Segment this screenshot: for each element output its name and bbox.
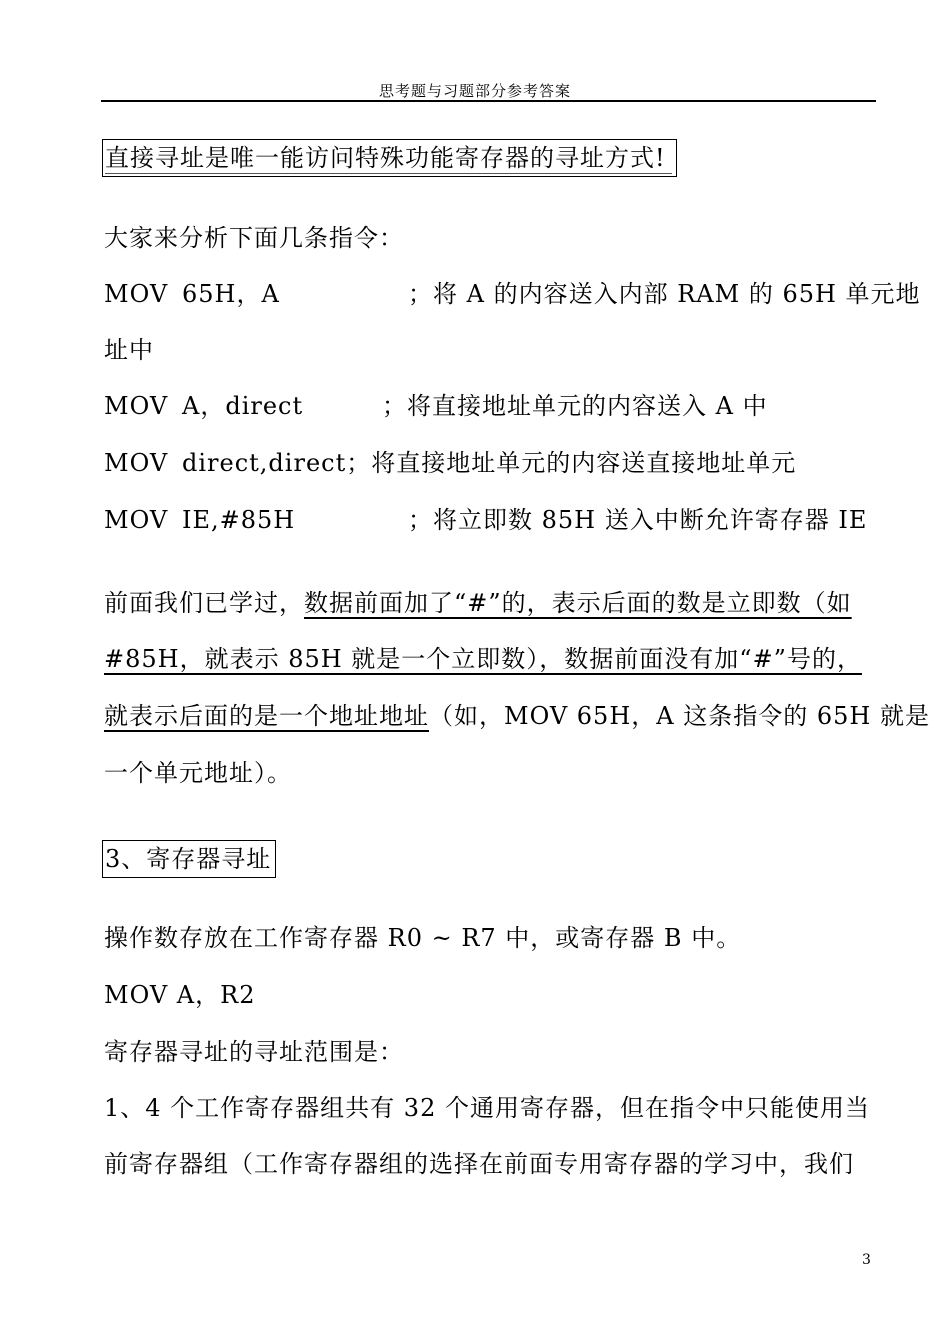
section-3-example: MOV A，R2 [104, 981, 256, 1009]
highlight-text: 直接寻址是唯一能访问特殊功能寄存器的寻址方式! [105, 144, 666, 172]
section-3-range-title: 寄存器寻址的寻址范围是： [104, 1038, 404, 1066]
paragraph-plain: 前面我们已学过， [104, 589, 304, 617]
instruction-2 [104, 390, 303, 422]
highlight-redline [105, 173, 672, 174]
paragraph-underlined: #85H，就表示 85H 就是一个立即数），数据前面没有加“#”号的， [104, 645, 862, 673]
section-3-item-1-line-1: 1、4 个工作寄存器组共有 32 个通用寄存器，但在指令中只能使用当 [104, 1094, 870, 1122]
instruction-1-comment: ；将 A 的内容送入内部 RAM 的 65H 单元地 [408, 280, 921, 308]
header-rule [101, 100, 876, 102]
instruction-op: MOV [104, 280, 169, 308]
paragraph-line-2 [104, 643, 862, 675]
instruction-op: MOV [104, 392, 169, 420]
instruction-1 [104, 278, 280, 310]
page-header: 思考题与习题部分参考答案 [378, 82, 571, 100]
instruction-4 [104, 504, 295, 536]
paragraph-plain: （如，MOV 65H，A 这条指令的 65H 就是 [429, 702, 930, 730]
section-3-heading: 3、寄存器寻址 [102, 840, 276, 878]
instruction-4-comment: ；将立即数 85H 送入中断允许寄存器 IE [408, 506, 868, 534]
instruction-operand: IE,#85H [182, 506, 296, 534]
paragraph-underlined: 就表示后面的是一个地址地址 [104, 702, 429, 730]
paragraph-line-4: 一个单元地址）。 [104, 759, 292, 787]
instruction-op: MOV [104, 506, 169, 534]
instruction-comment: 将直接地址单元的内容送直接地址单元 [371, 449, 797, 477]
instruction-operand: 65H，A [182, 280, 280, 308]
intro-text: 大家来分析下面几条指令： [104, 224, 404, 252]
instruction-op: MOV [104, 449, 169, 477]
instruction-operand: A，direct [182, 392, 304, 420]
section-3-desc: 操作数存放在工作寄存器 R0 ~ R7 中，或寄存器 B 中。 [104, 924, 742, 952]
instruction-2-comment: ；将直接地址单元的内容送入 A 中 [382, 392, 768, 420]
highlight-box [102, 139, 677, 177]
instruction-operand: direct,direct； [182, 449, 372, 477]
paragraph-underlined: 数据前面加了“#”的，表示后面的数是立即数（如 [304, 589, 852, 617]
instruction-3 [104, 447, 796, 479]
section-3-heading-box [102, 840, 276, 878]
page-number: 3 [862, 1252, 871, 1268]
instruction-1-comment-cont: 址中 [104, 336, 154, 364]
section-3-item-1-line-2: 前寄存器组（工作寄存器组的选择在前面专用寄存器的学习中，我们 [104, 1150, 854, 1178]
paragraph-line-1 [104, 587, 852, 619]
paragraph-line-3 [104, 700, 930, 732]
